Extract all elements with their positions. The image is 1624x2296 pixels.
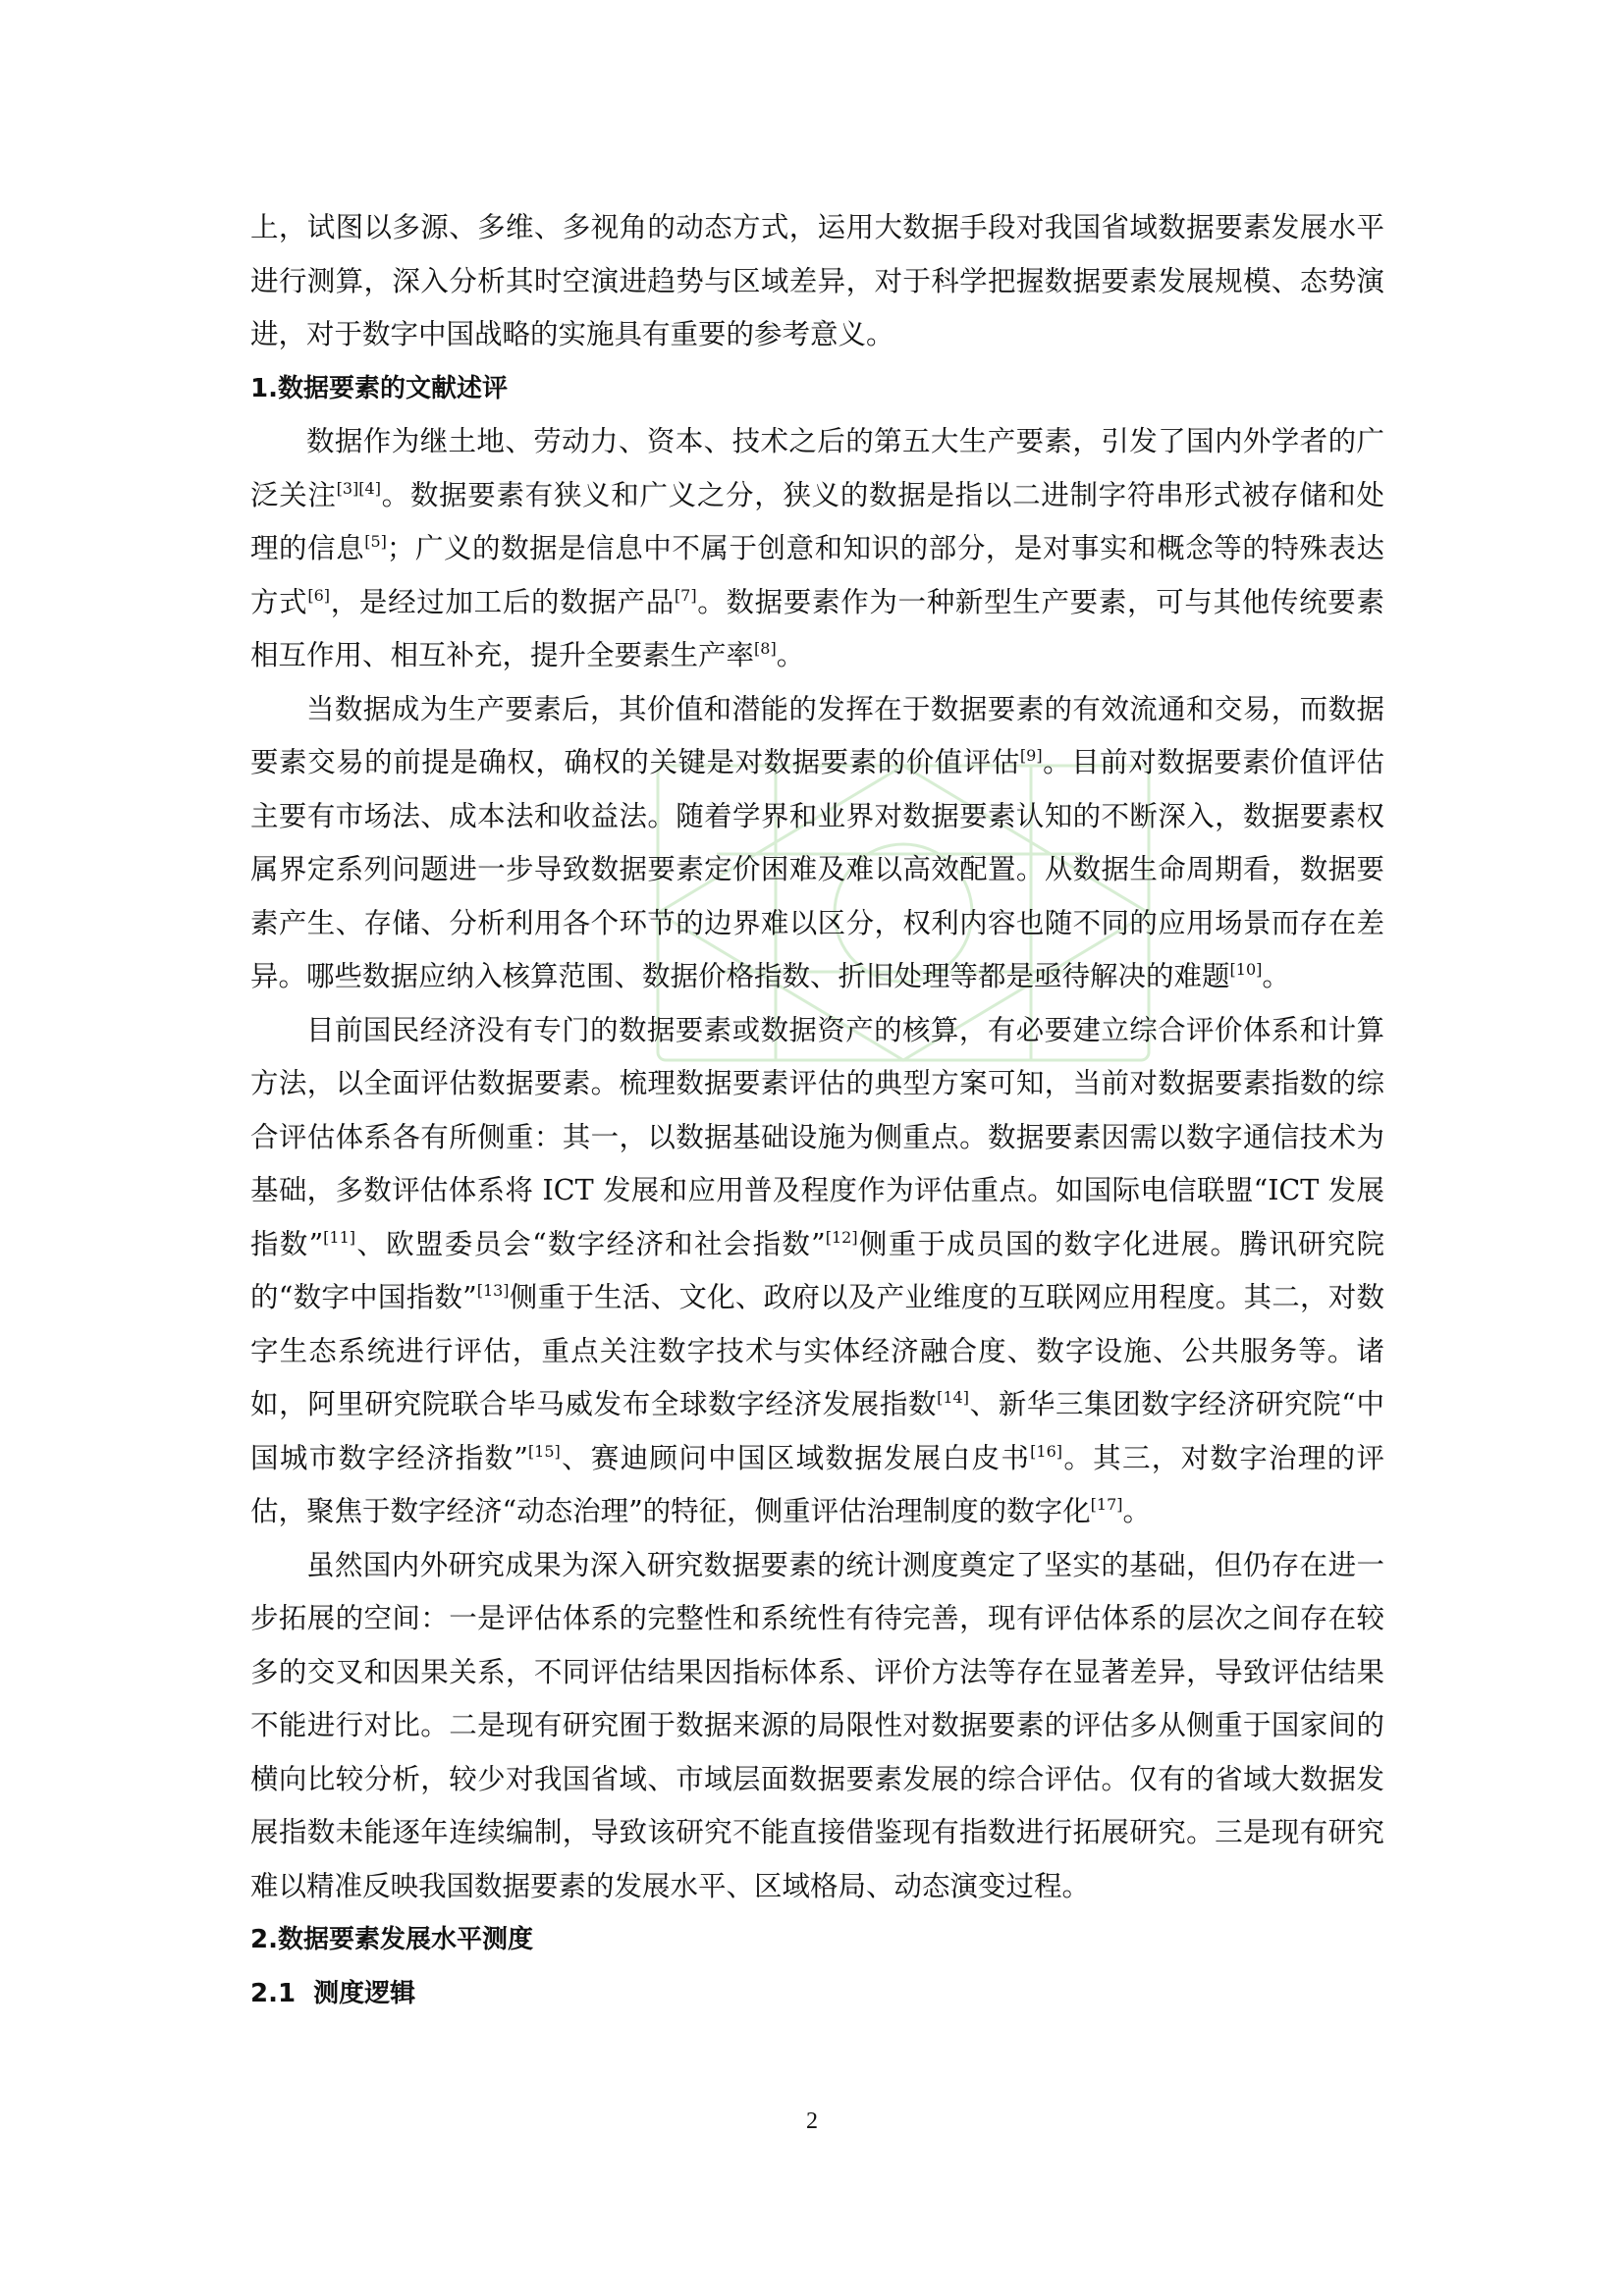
citation: [10] — [1229, 960, 1263, 979]
citation: [5] — [364, 532, 387, 551]
paragraph-literature-2: 当数据成为生产要素后，其价值和潜能的发挥在于数据要素的有效流通和交易，而数据要素交易的前提是确权，确权的关键是对数据要素的价值评估[9]。目前对数据要素价值评估主要有市场法、成本法和收益法。随着学界和业界对数据要素认知的不断深入，数据要素权属界定系列问题进一步导致数据要素定价困难及难以高效配置。从数据生命周期看，数据要素产生、存储、分析利用各个环节的边界难以区分，权利内容也随不同的应用场景而存在差异。哪些数据应纳入核算范围、数据价格指数、折旧处理等都是亟待解决的难题[10]。 — [250, 692, 1384, 992]
citation: [13] — [476, 1281, 510, 1300]
citation: [16] — [1030, 1441, 1062, 1461]
paragraph-literature-4: 虽然国内外研究成果为深入研究数据要素的统计测度奠定了坚实的基础，但仍存在进一步拓展的空间：一是评估体系的完整性和系统性有待完善，现有评估体系的层次之间存在较多的交叉和因果关系，不同评估结果因指标体系、评价方法等存在显著差异，导致评估结果不能进行对比。二是现有研究囿于数据来源的局限性对数据要素的评估多从侧重于国家间的横向比较分析，较少对我国省域、市域层面数据要素发展的综合评估。仅有的省域大数据发展指数未能逐年连续编制，导致该研究不能直接借鉴现有指数进行拓展研究。三是现有研究难以精准反映我国数据要素的发展水平、区域格局、动态演变过程。 — [250, 1548, 1384, 1902]
citation: [8] — [754, 639, 777, 658]
page-content — [250, 201, 1384, 2020]
citation: [9] — [1019, 746, 1043, 765]
citation: [7] — [674, 585, 697, 605]
paragraph-literature-3: 目前国民经济没有专门的数据要素或数据资产的核算，有必要建立综合评价体系和计算方法，以全面评估数据要素。梳理数据要素评估的典型方案可知，当前对数据要素指数的综合评估体系各有所侧重：其一，以数据基础设施为侧重点。数据要素因需以数字通信技术为基础，多数评估体系将 ICT 发展和应用普及程度作为评估重点。如国际电信联盟“ICT 发展指数”[11]、欧盟委员会“数字经济和社会指数”[12]侧重于成员国的数字化进展。腾讯研究院的“数字中国指数”[13]侧重于生活、文化、政府以及产业维度的互联网应用程度。其二，对数字生态系统进行评估，重点关注数字技术与实体经济融合度、数字设施、公共服务等。诸如，阿里研究院联合毕马威发布全球数字经济发展指数[14]、新华三集团数字经济研究院“中国城市数字经济指数”[15]、赛迪顾问中国区域数据发展白皮书[16]。其三，对数字治理的评估，聚焦于数字经济“动态治理”的特征，侧重评估治理制度的数字化[17]。 — [250, 1013, 1384, 1527]
citation: [14] — [937, 1388, 969, 1407]
citation: [17] — [1090, 1495, 1123, 1514]
paragraph-literature-1: 数据作为继土地、劳动力、资本、技术之后的第五大生产要素，引发了国内外学者的广泛关注[3][4]。数据要素有狭义和广义之分，狭义的数据是指以二进制字符串形式被存储和处理的信息[5]；广义的数据是信息中不属于创意和知识的部分，是对事实和概念等的特殊表达方式[6]，是经过加工后的数据产品[7]。数据要素作为一种新型生产要素，可与其他传统要素相互作用、相互补充，提升全要素生产率[8]。 — [250, 425, 1384, 671]
citation: [11] — [323, 1227, 356, 1247]
section-heading-2: 2.数据要素发展水平测度 — [250, 1925, 533, 1954]
citation: [6] — [307, 585, 331, 605]
page-number: 2 — [806, 2109, 818, 2134]
citation: [15] — [527, 1441, 561, 1461]
paragraph-intro-continuation: 上，试图以多源、多维、多视角的动态方式，运用大数据手段对我国省域数据要素发展水平进行测算，深入分析其时空演进趋势与区域差异，对于科学把握数据要素发展规模、态势演进，对于数字中国战略的实施具有重要的参考意义。 — [250, 211, 1384, 350]
citation: [12] — [825, 1227, 858, 1247]
citation: [3][4] — [336, 478, 381, 498]
section-heading-1: 1.数据要素的文献述评 — [250, 373, 508, 403]
subsection-heading-2-1: 2.1 测度逻辑 — [250, 1978, 416, 2008]
